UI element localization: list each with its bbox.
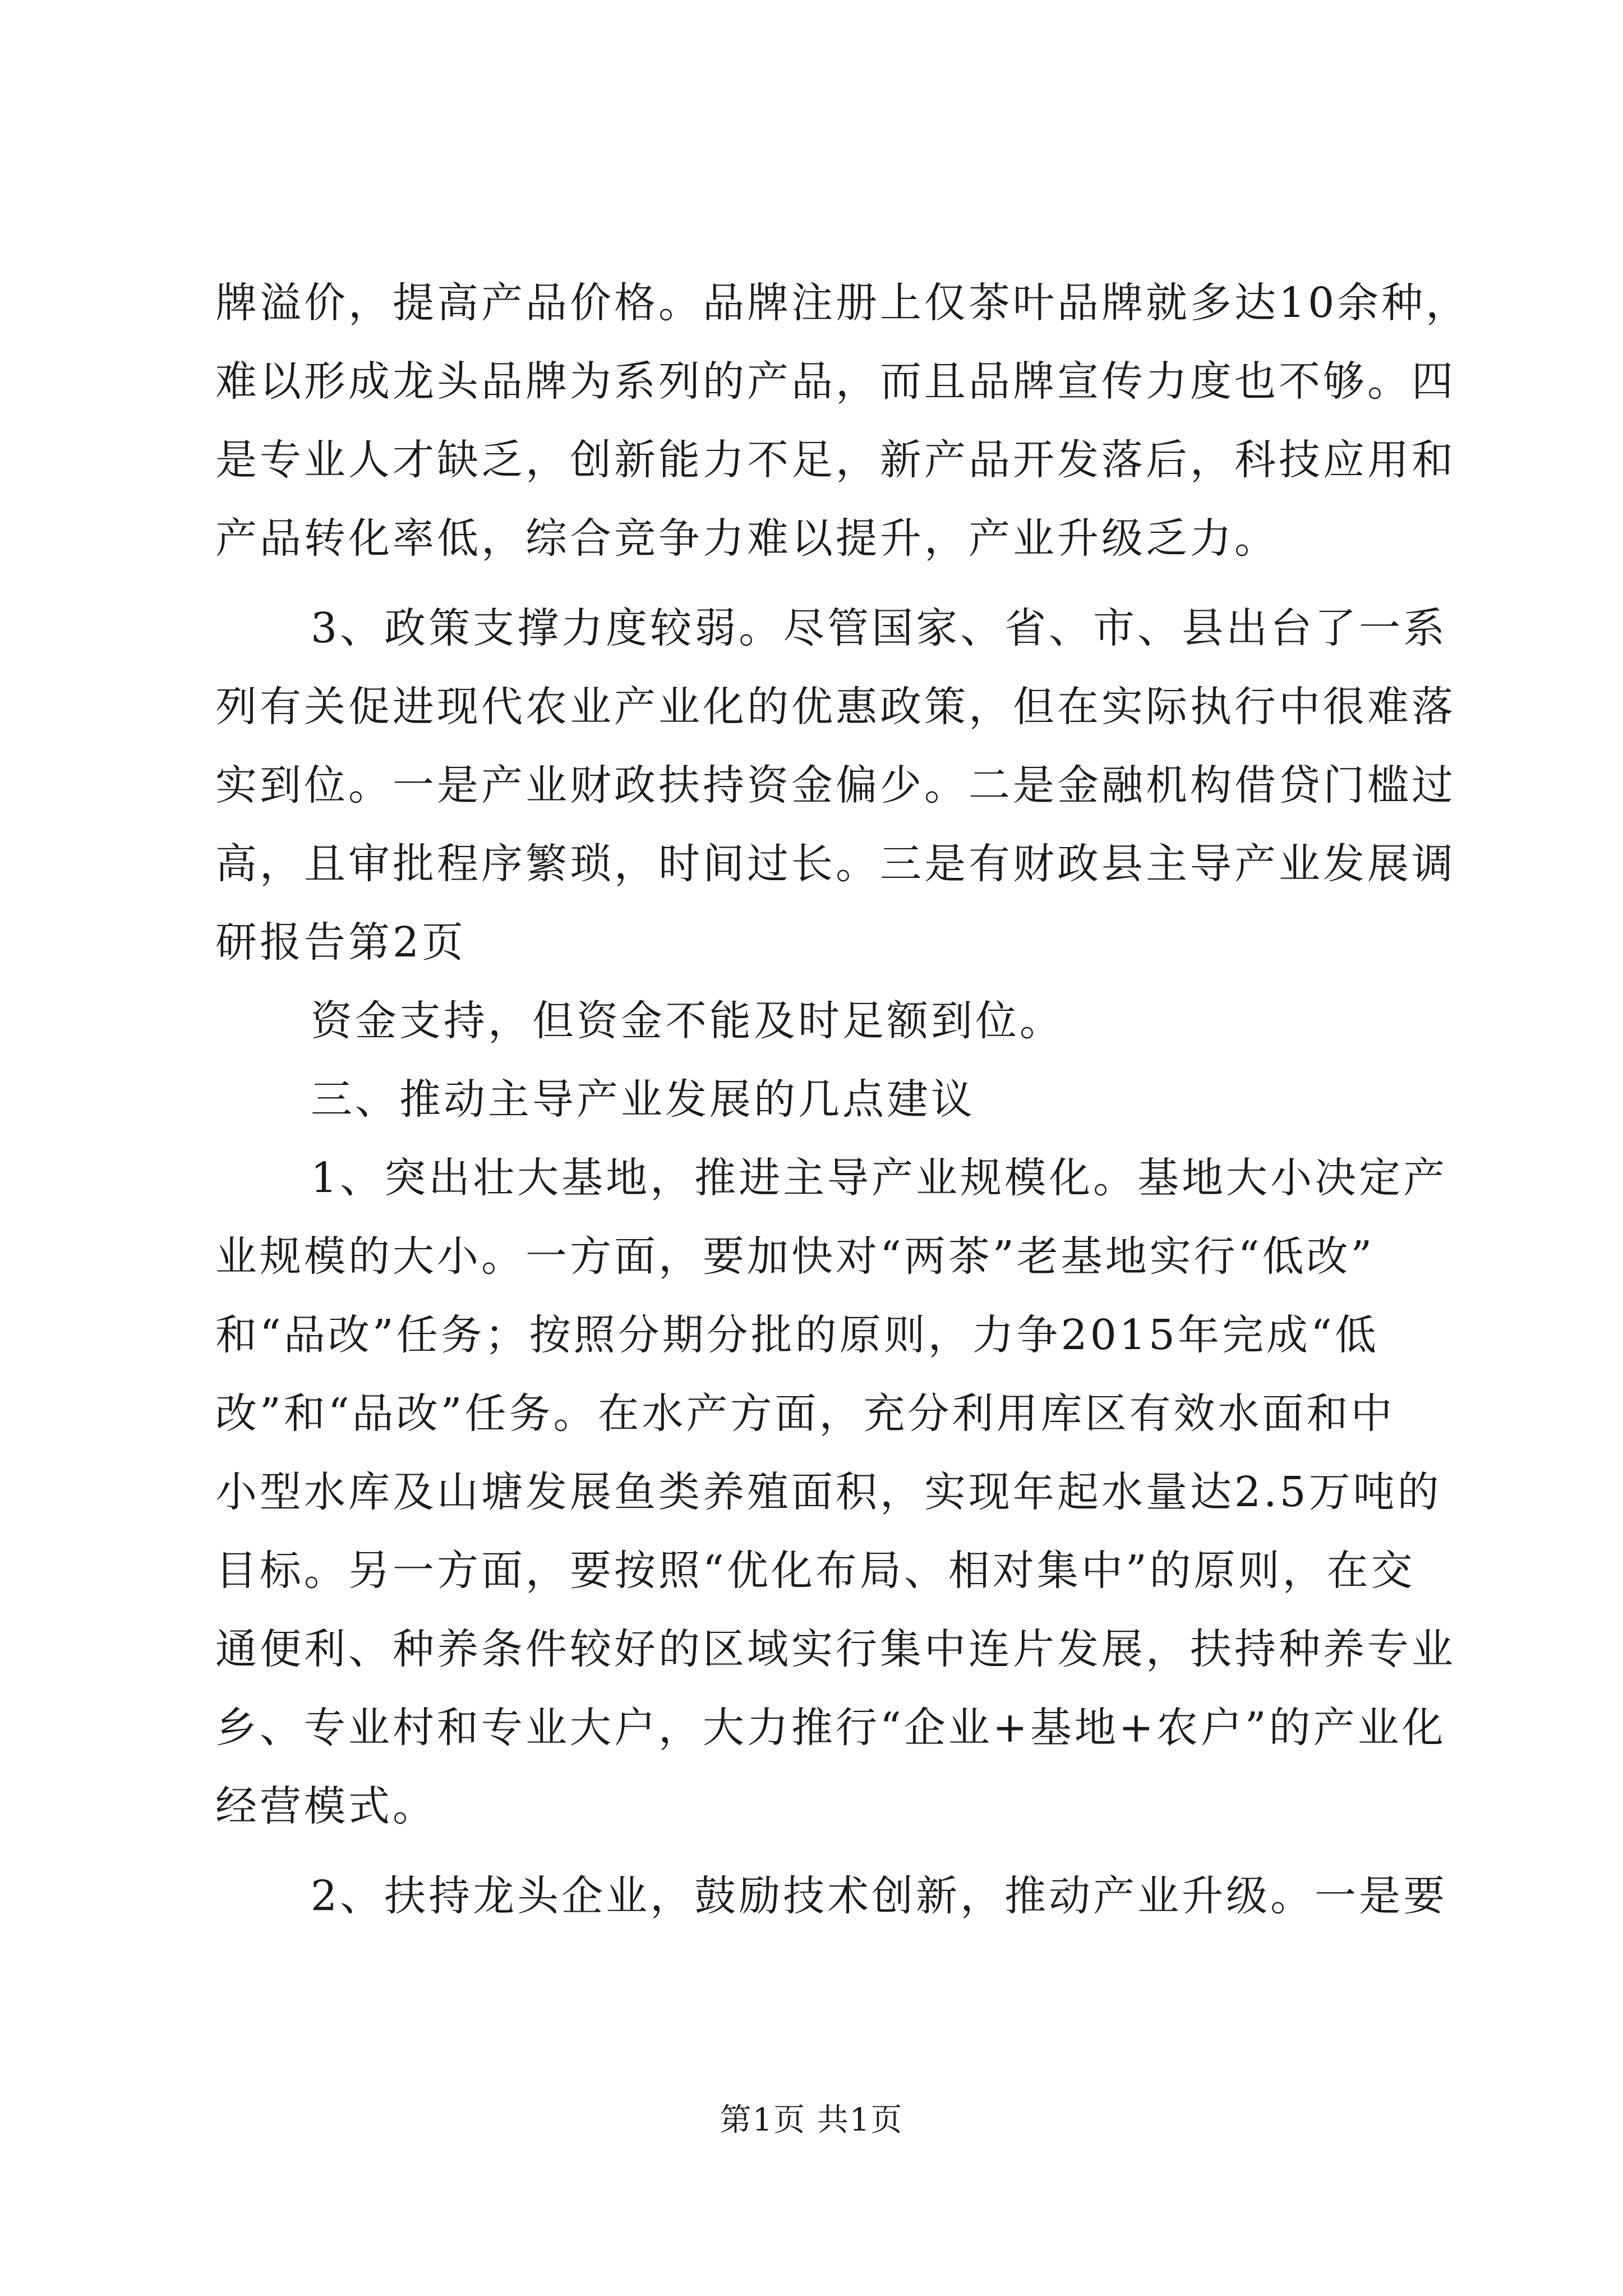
page-footer: 第1页 共1页 (720, 2102, 903, 2138)
text-line: 高，且审批程序繁琐，时间过长。三是有财政县主导产业发展调 (215, 840, 1456, 888)
section-heading: 三、推动主导产业发展的几点建议 (311, 1075, 975, 1124)
text-line: 经营模式。 (215, 1782, 437, 1830)
paragraph-start-line: 资金支持，但资金不能及时足额到位。 (311, 997, 1064, 1045)
text-line: 牌溢价，提高产品价格。品牌注册上仅茶叶品牌就多达10余种， (215, 279, 1470, 327)
text-line: 研报告第2页 (215, 918, 467, 967)
paragraph-start-line: 2、扶持龙头企业，鼓励技术创新，推动产业升级。一是要 (311, 1872, 1448, 1920)
text-line: 通便利、种养条件较好的区域实行集中连片发展，扶持种养专业 (215, 1625, 1456, 1673)
text-line: 难以形成龙头品牌为系列的产品，而且品牌宣传力度也不够。四 (215, 357, 1456, 406)
text-line: 改”和“品改”任务。在水产方面，充分利用库区有效水面和中 (215, 1389, 1395, 1438)
text-line: 实到位。一是产业财政扶持资金偏少。二是金融机构借贷门槛过 (215, 761, 1456, 809)
text-line: 产品转化率低，综合竞争力难以提升，产业升级乏力。 (215, 514, 1279, 563)
paragraph-start-line: 1、突出壮大基地，推进主导产业规模化。基地大小决定产 (311, 1154, 1448, 1202)
text-line: 业规模的大小。一方面，要加快对“两茶”老基地实行“低改” (215, 1232, 1375, 1281)
text-line: 目标。另一方面，要按照“优化布局、相对集中”的原则，在交 (215, 1547, 1415, 1595)
text-line: 小型水库及山塘发展鱼类养殖面积，实现年起水量达2.5万吨的 (215, 1468, 1442, 1516)
text-line: 和“品改”任务；按照分期分批的原则，力争2015年完成“低 (215, 1311, 1379, 1359)
paragraph-start-line: 3、政策支撑力度较弱。尽管国家、省、市、县出台了一系 (311, 604, 1448, 652)
document-body (215, 264, 1470, 1935)
text-line: 是专业人才缺乏，创新能力不足，新产品开发落后，科技应用和 (215, 436, 1456, 484)
text-line: 乡、专业村和专业大户，大力推行“企业+基地+农户”的产业化 (215, 1704, 1446, 1752)
text-line: 列有关促进现代农业产业化的优惠政策，但在实际执行中很难落 (215, 683, 1456, 731)
